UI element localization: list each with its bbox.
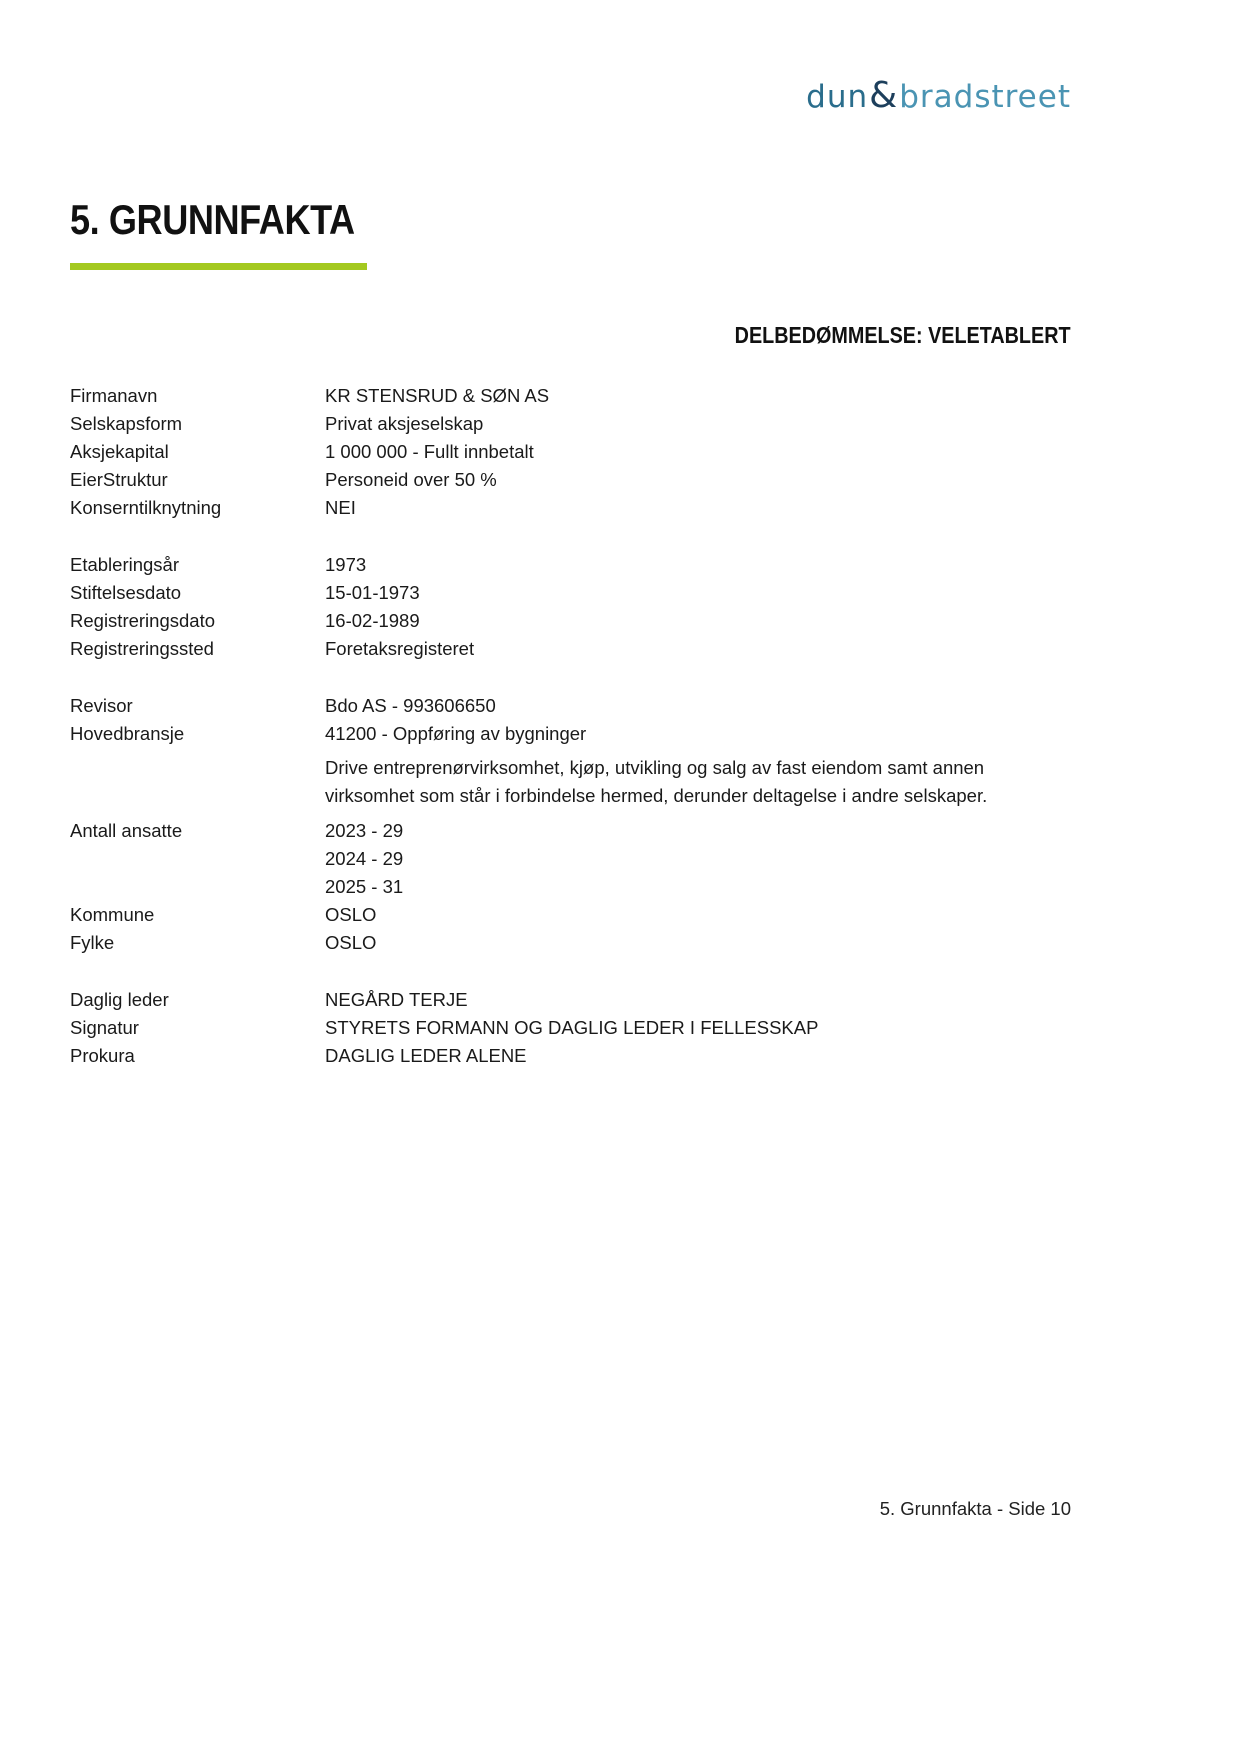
- fact-row-antall-ansatte-2024: [70, 845, 1070, 873]
- fact-value: KR STENSRUD & SØN AS: [325, 385, 550, 406]
- fact-value: Foretaksregisteret: [325, 638, 475, 659]
- fact-label: Fylke: [70, 932, 115, 953]
- fact-label: Etableringsår: [70, 554, 180, 575]
- fact-value: OSLO: [325, 904, 377, 925]
- fact-value: OSLO: [325, 932, 377, 953]
- fact-label: Registreringsdato: [70, 610, 215, 631]
- fact-row-konserntilknytning: [70, 494, 1070, 522]
- fact-row-registreringsdato: [70, 607, 1070, 635]
- fact-value: STYRETS FORMANN OG DAGLIG LEDER I FELLESSKAP: [325, 1017, 819, 1038]
- fact-value: Personeid over 50 %: [325, 469, 497, 490]
- fact-value: Privat aksjeselskap: [325, 413, 484, 434]
- business-description: Drive entreprenørvirksomhet, kjøp, utvikling og salg av fast eiendom samt annen virksomhet som står i forbindelse hermed, derunder deltagelse i andre selskaper.: [325, 757, 988, 806]
- section-gap: [70, 957, 1070, 986]
- fact-value: DAGLIG LEDER ALENE: [325, 1045, 527, 1066]
- fact-label-empty: [70, 873, 325, 901]
- fact-value: 2025 - 31: [325, 876, 404, 897]
- fact-row-registreringssted: [70, 635, 1070, 663]
- fact-value: 1 000 000 - Fullt innbetalt: [325, 441, 534, 462]
- fact-row-firmanavn: [70, 382, 1070, 410]
- fact-label: Aksjekapital: [70, 441, 169, 462]
- fact-row-antall-ansatte: [70, 817, 1070, 845]
- page-footer: 5. Grunnfakta - Side 10: [879, 1498, 1071, 1519]
- fact-row-antall-ansatte-2025: [70, 873, 1070, 901]
- fact-label: Kommune: [70, 904, 155, 925]
- page-title: 5. GRUNNFAKTA: [70, 196, 355, 243]
- fact-row-aksjekapital: [70, 438, 1070, 466]
- fact-row-revisor: [70, 692, 1070, 720]
- facts-table: [70, 382, 1070, 1070]
- fact-label-empty: [70, 845, 325, 873]
- fact-value: 41200 - Oppføring av bygninger: [325, 723, 587, 744]
- fact-row-hovedbransje: [70, 720, 1070, 748]
- fact-value: NEI: [325, 497, 356, 518]
- fact-value: 2024 - 29: [325, 848, 404, 869]
- fact-row-etableringsar: [70, 551, 1070, 579]
- fact-label: EierStruktur: [70, 469, 168, 490]
- fact-label: Selskapsform: [70, 413, 183, 434]
- fact-value: Bdo AS - 993606650: [325, 695, 496, 716]
- logo-text-dun: dun: [806, 79, 869, 115]
- fact-value: 2023 - 29: [325, 820, 404, 841]
- fact-row-daglig-leder: [70, 986, 1070, 1014]
- section-rating: DELBEDØMMELSE: VELETABLERT: [735, 322, 1071, 348]
- fact-row-kommune: [70, 901, 1070, 929]
- fact-label: Antall ansatte: [70, 820, 183, 841]
- fact-row-eierstruktur: [70, 466, 1070, 494]
- fact-label: Daglig leder: [70, 989, 169, 1010]
- logo-text-bradstreet: bradstreet: [899, 79, 1071, 115]
- fact-label: Prokura: [70, 1045, 135, 1066]
- fact-label: Stiftelsesdato: [70, 582, 182, 603]
- fact-row-signatur: [70, 1014, 1070, 1042]
- fact-value: 1973: [325, 554, 367, 575]
- fact-label: Hovedbransje: [70, 723, 185, 744]
- fact-label: Firmanavn: [70, 385, 158, 406]
- section-gap: [70, 663, 1070, 692]
- fact-label: Konserntilknytning: [70, 497, 222, 518]
- fact-row-selskapsform: [70, 410, 1070, 438]
- fact-value: 16-02-1989: [325, 610, 420, 631]
- fact-label: Signatur: [70, 1017, 139, 1038]
- fact-value: NEGÅRD TERJE: [325, 989, 468, 1010]
- fact-label: Revisor: [70, 695, 133, 716]
- fact-row-prokura: [70, 1042, 1070, 1070]
- dnb-logo: [806, 75, 1071, 116]
- logo-ampersand: &: [869, 75, 899, 116]
- fact-row-fylke: [70, 929, 1070, 957]
- section-gap: [70, 522, 1070, 551]
- title-underline: [70, 263, 367, 270]
- fact-row-stiftelsesdato: [70, 579, 1070, 607]
- fact-label: Registreringssted: [70, 638, 214, 659]
- fact-value: 15-01-1973: [325, 582, 420, 603]
